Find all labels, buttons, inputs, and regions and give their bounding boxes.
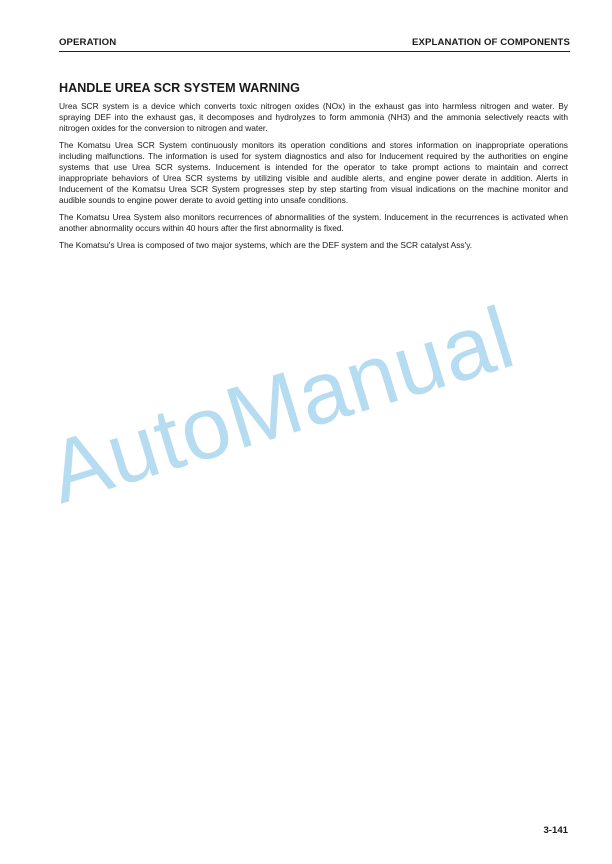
paragraph-recurrence: The Komatsu Urea System also monitors recurrences of abnormalities of the system. Inducement in the recurrences is activated when another abnormality occurs within 40 hours after the first abnormality is fixed. [59,212,568,233]
paragraph-intro: Urea SCR system is a device which converts toxic nitrogen oxides (NOx) in the exhaust gas into harmless nitrogen and water. By spraying DEF into the exhaust gas, it decomposes and hydrolyzes to form ammonia (NH3) and the ammonia selectively reacts with nitrogen oxides for the conversion to nitrogen and water. [59,101,568,133]
watermark: AutoManual [37,286,526,522]
header-chapter-label: EXPLANATION OF COMPONENTS [412,37,570,48]
paragraph-monitoring: The Komatsu Urea SCR System continuously monitors its operation conditions and stores information on inappropriate operations including malfunctions. The information is used for system diagnostics and also for Inducement required by the authorities on engine systems that use Urea SCR systems. Inducement is intended for the operator to take prompt actions to maintain and correct inappropriate behaviors of Urea SCR systems by utilizing visible and audible alerts, and engine power derate in addition. Alerts in Inducement of the Komatsu Urea SCR System progresses step by step starting from visual indications on the machine monitor and audible sounds to engine power derate to avoid getting into unsafe conditions. [59,140,568,205]
section-title: HANDLE UREA SCR SYSTEM WARNING [59,81,300,95]
main-content [59,80,568,257]
header-section-label: OPERATION [59,37,117,48]
page-number: 3-141 [543,825,568,836]
page-header [59,37,570,52]
paragraph-composition: The Komatsu's Urea is composed of two major systems, which are the DEF system and the SCR catalyst Ass'y. [59,240,473,250]
